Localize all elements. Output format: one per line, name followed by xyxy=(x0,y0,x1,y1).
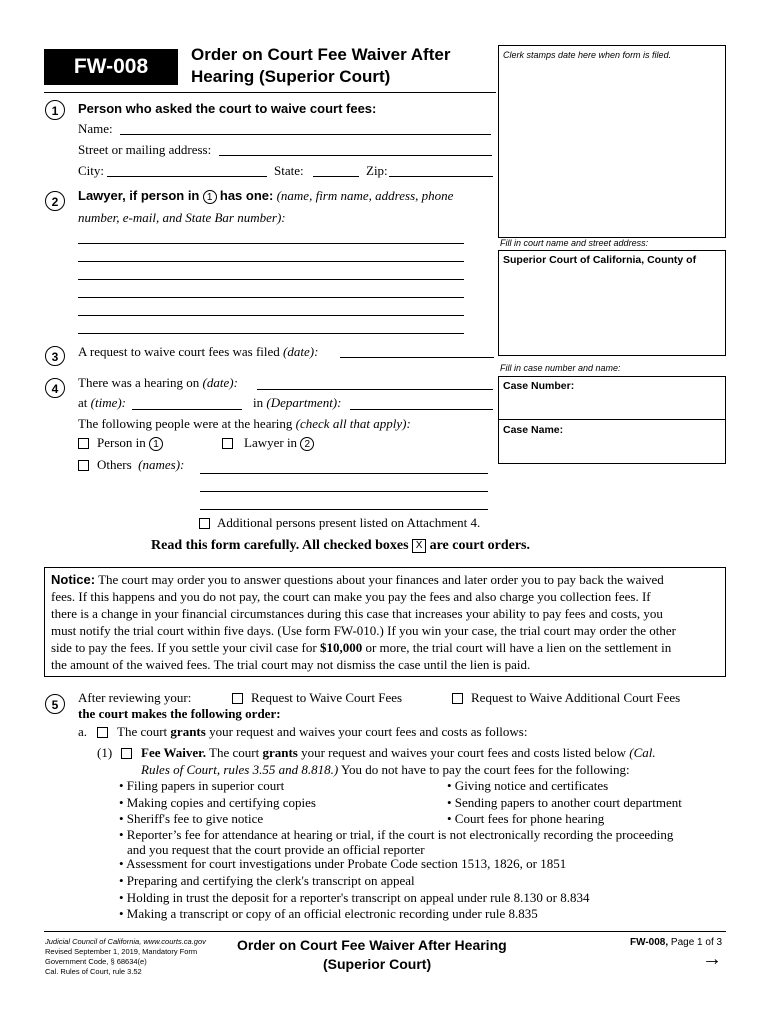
lawyer-label: Lawyer in xyxy=(244,435,298,450)
others-names-line-1[interactable] xyxy=(200,473,488,474)
item-2-number: 2 xyxy=(45,191,65,211)
footer-form-id: FW-008, xyxy=(630,937,669,948)
notice-text-5a: side to pay the fees. If you settle your civil case for xyxy=(51,640,317,655)
footer-source-1: Judicial Council of California, www.courts.ca.gov xyxy=(45,937,206,946)
fee-waiver-text xyxy=(141,745,656,761)
ref-item-1: 1 xyxy=(203,190,217,204)
request-waive-additional-fees-label: Request to Waive Additional Court Fees xyxy=(471,690,681,705)
item-5a-label: a. xyxy=(78,724,88,739)
people-hint: (check all that apply): xyxy=(295,416,411,431)
item-4-label: There was a hearing on xyxy=(78,375,200,390)
hearing-date-field[interactable] xyxy=(257,389,493,390)
item-1-number: 1 xyxy=(45,100,65,120)
item-5a-pre: The court xyxy=(117,724,168,739)
lawyer-line-5[interactable] xyxy=(78,315,464,316)
others-present-checkbox[interactable] xyxy=(78,460,89,471)
bullet-full-3: • Preparing and certifying the clerk's transcript on appeal xyxy=(119,873,415,888)
city-field[interactable] xyxy=(107,176,267,177)
bullet-full-1b: and you request that the court provide an official reporter xyxy=(127,842,425,857)
footer-source-4: Cal. Rules of Court, rule 3.52 xyxy=(45,967,142,976)
request-waive-additional-fees-checkbox[interactable] xyxy=(452,693,463,704)
attachment-4-label: Additional persons present listed on Attachment 4. xyxy=(217,515,481,530)
header-divider xyxy=(44,92,496,93)
dept-hint: (Department): xyxy=(266,395,342,410)
case-caption: Fill in case number and name: xyxy=(500,363,621,373)
notice-label: Notice: xyxy=(51,572,96,587)
person-label: Person in xyxy=(97,435,146,450)
others-label xyxy=(97,457,184,473)
bullet-full-4: • Holding in trust the deposit for a reporter's transcript on appeal under rule 8.130 or 8.834 xyxy=(119,890,590,905)
people-label: The following people were at the hearing xyxy=(78,416,293,431)
footer-title-2: (Superior Court) xyxy=(323,956,432,972)
notice-line-5 xyxy=(51,640,671,656)
x-checkbox-sample: X xyxy=(412,539,426,553)
lien-amount: $10,000 xyxy=(319,640,363,655)
item-5a-grants: grants xyxy=(170,724,206,739)
form-title-line1: Order on Court Fee Waiver After xyxy=(191,45,451,64)
name-label: Name: xyxy=(78,121,113,136)
form-title-line2: Hearing (Superior Court) xyxy=(191,67,391,86)
fee-waiver-checkbox[interactable] xyxy=(121,748,132,759)
notice-text-5b: or more, the trial court will have a lien on the settlement in xyxy=(365,640,672,655)
lawyer-line-3[interactable] xyxy=(78,279,464,280)
sub-1-label: (1) xyxy=(97,745,113,760)
item-1-heading: Person who asked the court to waive court fees: xyxy=(78,101,377,116)
rules-line-2-post: You do not have to pay the court fees for the following: xyxy=(340,762,630,777)
rules-line-2 xyxy=(141,762,630,778)
in-label: in xyxy=(253,395,264,410)
bullet-full-1: • Reporter’s fee for attendance at hearing or trial, if the court is not electronically recording the proceeding xyxy=(119,827,674,842)
at-label: at xyxy=(78,395,88,410)
bullet-right-3: • Court fees for phone hearing xyxy=(447,811,605,826)
after-reviewing-label: After reviewing your: xyxy=(78,690,192,705)
lawyer-line-1[interactable] xyxy=(78,243,464,244)
notice-line-1 xyxy=(51,572,664,588)
filed-date-field[interactable] xyxy=(340,357,494,358)
order-heading: the court makes the following order: xyxy=(78,706,281,721)
footer-source-2: Revised September 1, 2019, Mandatory Form xyxy=(45,947,198,956)
zip-field[interactable] xyxy=(389,176,493,177)
ref-item-1b: 1 xyxy=(149,437,163,451)
rules-citation-2: Rules of Court, rules 3.55 and 8.818.) xyxy=(141,762,339,777)
fee-waiver-pre: The court xyxy=(209,745,260,760)
hearing-time-field[interactable] xyxy=(132,409,242,410)
notice-line-4: must notify the trial court within five days. (Use form FW-010.) If you win your case, the trial court may order the other xyxy=(51,623,676,638)
time-hint: (time): xyxy=(90,395,127,410)
case-name-label: Case Name: xyxy=(503,424,564,436)
bullet-left-1: • Filing papers in superior court xyxy=(119,778,285,793)
item-5a-post: your request and waives your court fees and costs as follows: xyxy=(209,724,528,739)
grant-checkbox[interactable] xyxy=(97,727,108,738)
request-waive-fees-checkbox[interactable] xyxy=(232,693,243,704)
item-5-number: 5 xyxy=(45,694,65,714)
footer-source-3: Government Code, § 68634(e) xyxy=(45,957,147,966)
footer-divider xyxy=(44,931,726,932)
others-names-line-2[interactable] xyxy=(200,491,488,492)
read-carefully-notice xyxy=(151,538,530,554)
lawyer-present-label xyxy=(244,435,314,451)
lawyer-line-2[interactable] xyxy=(78,261,464,262)
zip-label: Zip: xyxy=(366,163,388,178)
notice-line-2: fees. If this happens and you do not pay, the court can make you pay the fees and also charge you collection fees. If xyxy=(51,589,651,604)
bullet-left-2: • Making copies and certifying copies xyxy=(119,795,316,810)
item-2-heading-post: has one: xyxy=(219,188,274,203)
bullet-full-2: • Assessment for court investigations under Probate Code section 1513, 1826, or 1851 xyxy=(119,856,567,871)
item-3-date-hint: (date): xyxy=(283,344,319,359)
person-present-label xyxy=(97,435,163,451)
fee-waiver-grants: grants xyxy=(262,745,298,760)
read-notice-pre: Read this form carefully. All checked boxes xyxy=(151,538,409,553)
notice-line-3: there is a change in your financial circumstances during this case that increases your ability to pay fees and costs, you xyxy=(51,606,663,621)
fee-waiver-post: your request and waives your court fees and costs listed below xyxy=(301,745,626,760)
address-field[interactable] xyxy=(219,155,492,156)
court-caption: Fill in court name and street address: xyxy=(500,238,649,248)
item-2-heading xyxy=(78,188,453,204)
department-field[interactable] xyxy=(350,409,493,410)
item-4-date-hint: (date): xyxy=(202,375,238,390)
lawyer-present-checkbox[interactable] xyxy=(222,438,233,449)
attachment-4-checkbox[interactable] xyxy=(199,518,210,529)
item-4-time xyxy=(78,395,126,411)
address-label: Street or mailing address: xyxy=(78,142,212,157)
rules-citation-1: (Cal. xyxy=(629,745,656,760)
bullet-full-5: • Making a transcript or copy of an official electronic recording under rule 8.835 xyxy=(119,906,538,921)
case-number-label: Case Number: xyxy=(503,380,575,392)
others-names-line-3[interactable] xyxy=(200,509,488,510)
lawyer-line-4[interactable] xyxy=(78,297,464,298)
footer-title-1: Order on Court Fee Waiver After Hearing xyxy=(237,937,507,953)
state-field[interactable] xyxy=(313,176,359,177)
item-5a-text xyxy=(117,724,527,740)
item-4-text xyxy=(78,375,238,391)
others-text: Others xyxy=(97,457,132,472)
form-id: FW-008 xyxy=(73,55,149,78)
item-4-people xyxy=(78,416,411,432)
clerk-stamp-caption: Clerk stamps date here when form is filed. xyxy=(503,50,672,60)
item-3-text xyxy=(78,344,318,360)
item-4-dept xyxy=(253,395,341,411)
item-2-instructions-1: (name, firm name, address, phone xyxy=(276,188,454,203)
notice-text-1: The court may order you to answer questions about your finances and later order you to pay back the waived xyxy=(98,572,664,587)
read-notice-post: are court orders. xyxy=(429,538,530,553)
person-present-checkbox[interactable] xyxy=(78,438,89,449)
names-hint: (names): xyxy=(138,457,185,472)
next-page-arrow-icon[interactable]: → xyxy=(702,948,722,970)
item-2-heading-pre: Lawyer, if person in xyxy=(78,188,200,203)
item-3-label: A request to waive court fees was filed xyxy=(78,344,280,359)
bullet-right-1: • Giving notice and certificates xyxy=(447,778,609,793)
name-field[interactable] xyxy=(120,134,491,135)
item-2-instructions-2: number, e-mail, and State Bar number): xyxy=(78,210,286,225)
fee-waiver-title: Fee Waiver. xyxy=(141,745,206,760)
footer-page-number: Page 1 of 3 xyxy=(670,937,723,948)
state-label: State: xyxy=(274,163,304,178)
request-waive-fees-label: Request to Waive Court Fees xyxy=(251,690,403,705)
item-3-number: 3 xyxy=(45,346,65,366)
city-label: City: xyxy=(78,163,105,178)
court-name: Superior Court of California, County of xyxy=(503,254,697,266)
bullet-right-2: • Sending papers to another court department xyxy=(447,795,682,810)
notice-line-6: the amount of the waived fees. The trial court may not dismiss the case until the lien is paid. xyxy=(51,657,531,672)
item-4-number: 4 xyxy=(45,378,65,398)
lawyer-line-6[interactable] xyxy=(78,333,464,334)
ref-item-2: 2 xyxy=(300,437,314,451)
bullet-left-3: • Sheriff's fee to give notice xyxy=(119,811,264,826)
clerk-stamp-box xyxy=(498,45,726,238)
footer-page-info xyxy=(630,937,722,948)
